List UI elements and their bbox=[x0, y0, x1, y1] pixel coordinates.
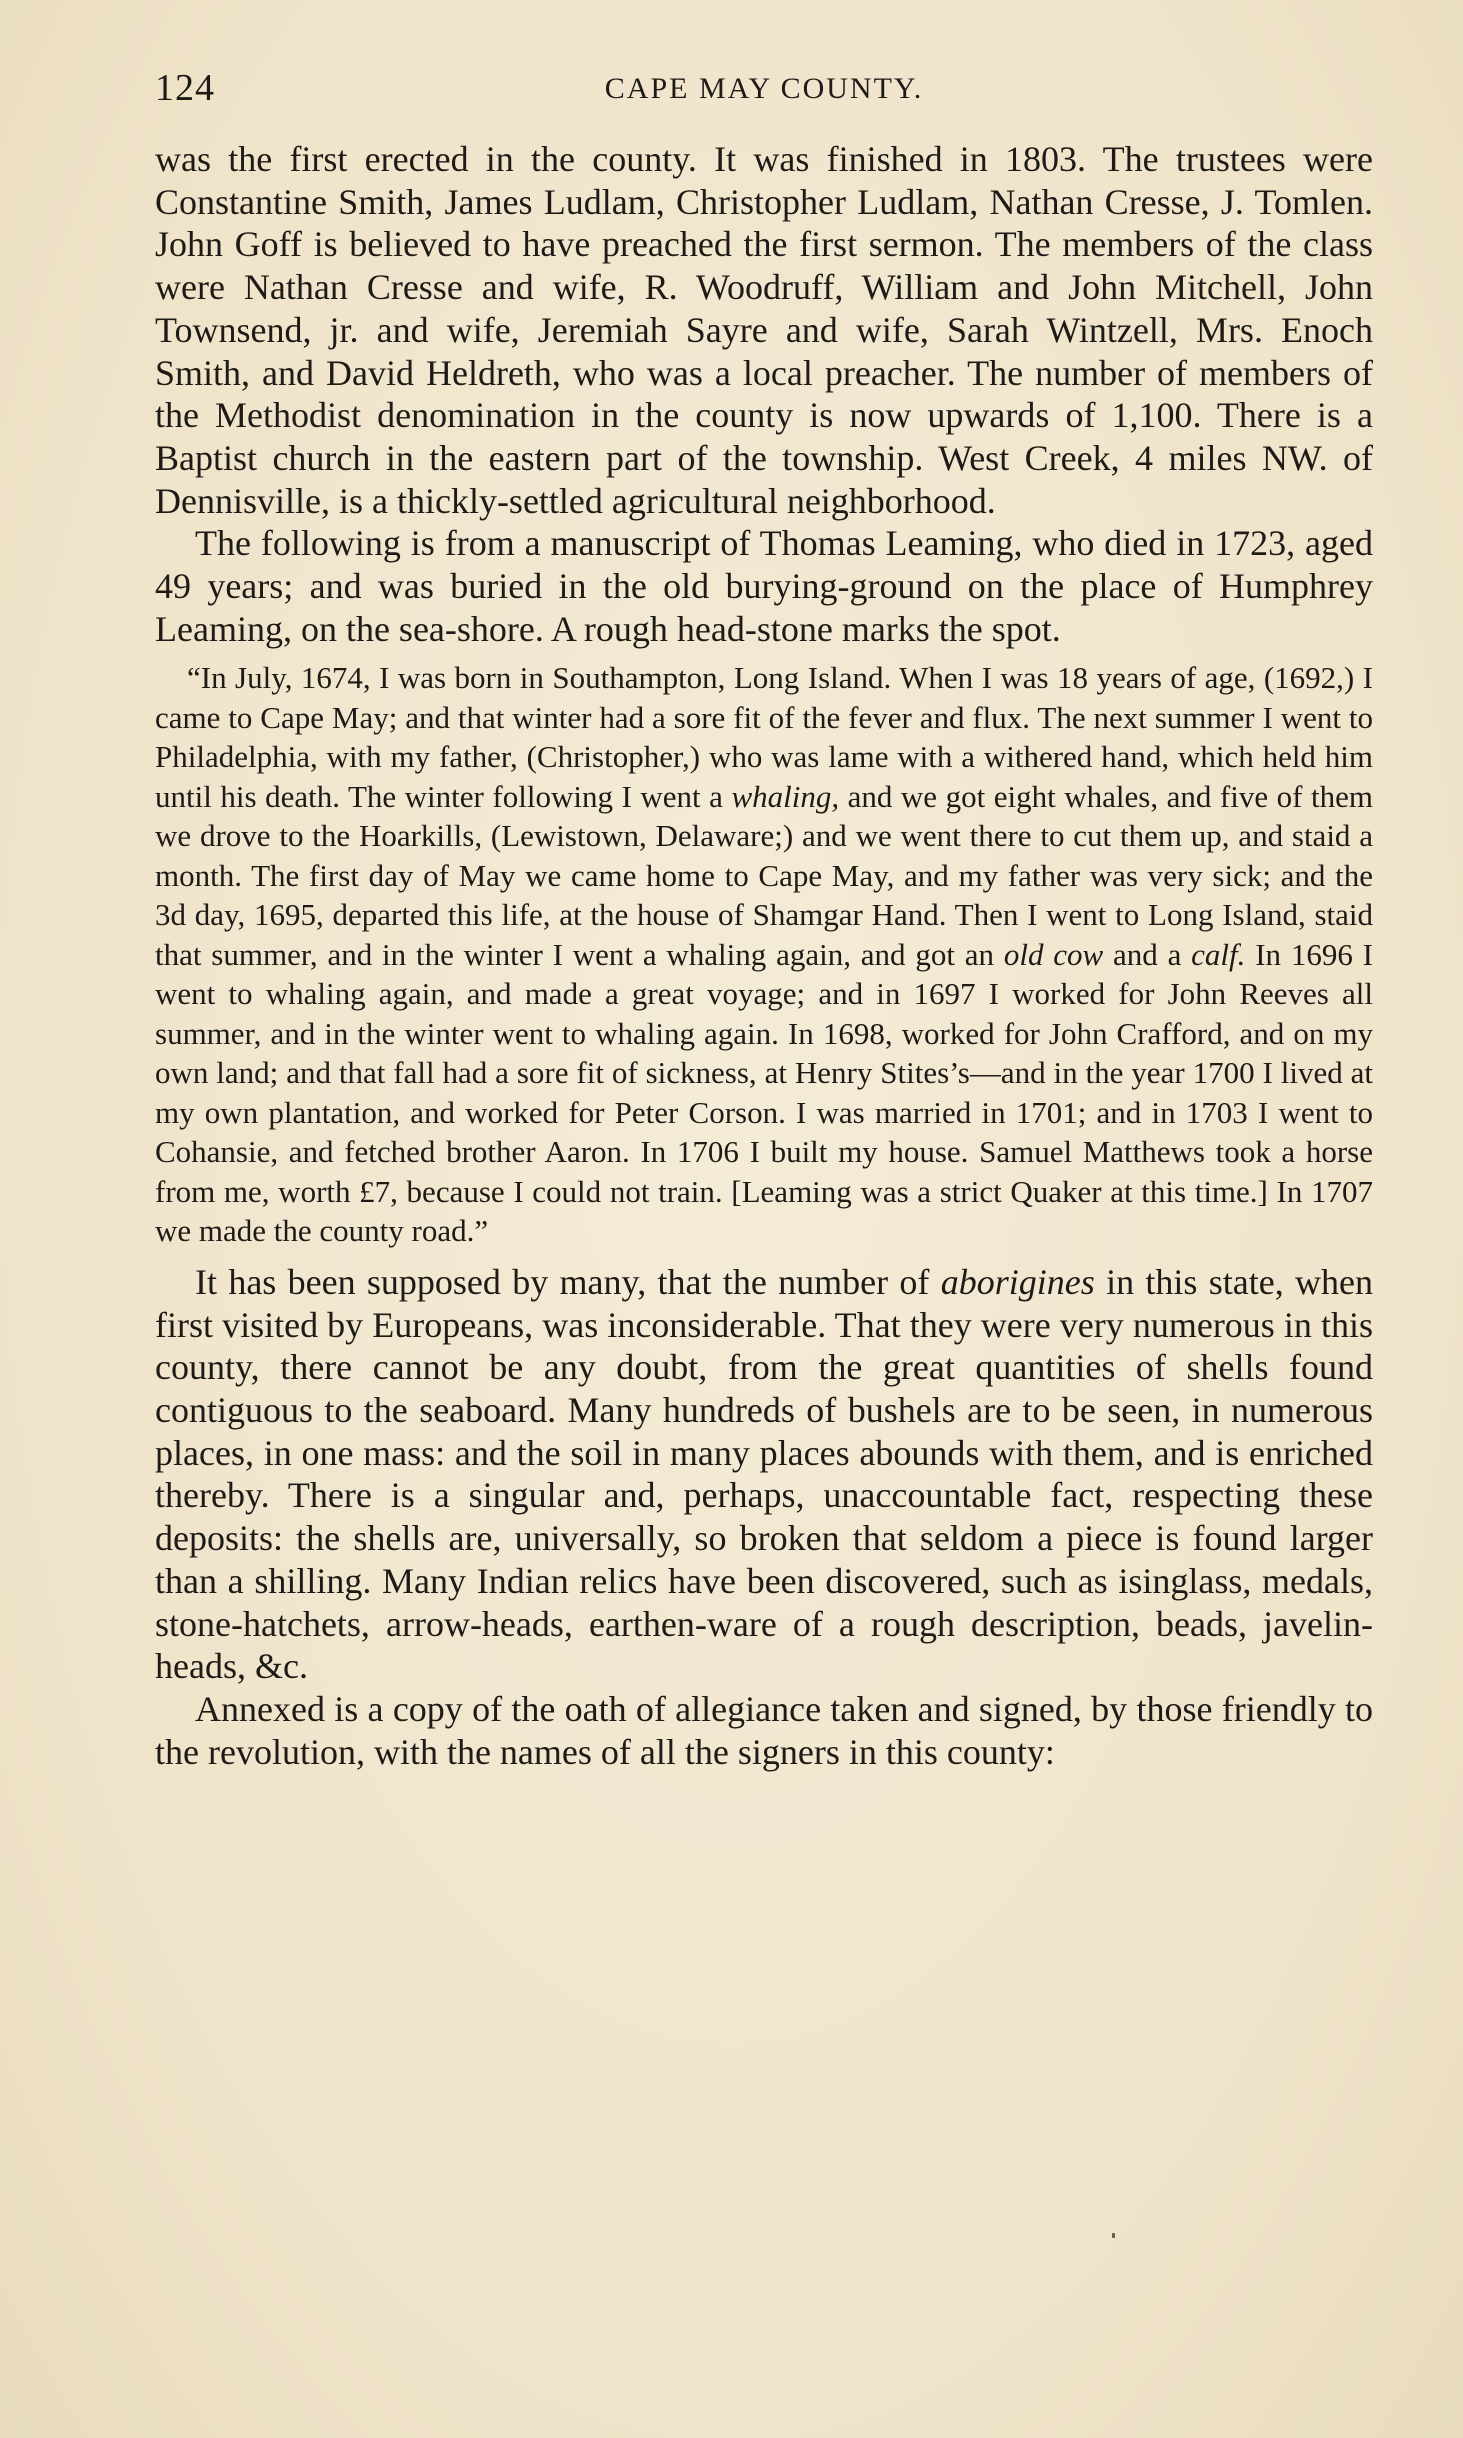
paragraph-text: It has been supposed by many, that the number of bbox=[195, 1261, 941, 1302]
running-head: CAPE MAY COUNTY. bbox=[604, 72, 924, 105]
quote-italic-calf: calf. bbox=[1191, 936, 1246, 972]
page-number: 124 bbox=[155, 67, 215, 109]
paragraph-church-history: was the first erected in the county. It was finished in 1803. The trustees were Constantine Smith, James Ludlam, Christopher Ludlam, Nathan Cresse, J. Tomlen. John Goff is believed to have preached the first sermon. The members of the class were Nathan Cresse and wife, R. Woodruff, William and John Mitchell, John Townsend, jr. and wife, Jeremiah Sayre and wife, Sarah Wintzell, Mrs. Enoch Smith, and David Heldreth, who was a local preacher. The number of members of the Methodist denomination in the county is now upwards of 1,100. There is a Baptist church in the eastern part of the township. West Creek, 4 miles NW. of Dennisville, is a thickly-settled agricultural neighborhood. bbox=[155, 139, 1373, 521]
quote-text: In 1696 I went to whaling again, and made a great voyage; and in 1697 I worked for John Reeves all summer, and in the winter went to whaling again. In 1698, worked for John Crafford, and on my own land; and that fall had a sore fit of sickness, at Henry Stites’s—and in the year 1700 I lived at my own plantation, and worked for Peter Corson. I was married in 1701; and in 1703 I went to Cohansie, and fetched brother Aaron. In 1706 I built my house. Samuel Matthews took a horse from me, worth £7, because I could not train. [Leaming was a strict Quaker at this time.] In 1707 we made the county road.” bbox=[155, 936, 1373, 1249]
quote-text: and a bbox=[1103, 936, 1192, 972]
leaming-manuscript-quote bbox=[155, 658, 1373, 1251]
quote-text: “In July, 1674, I was born in Southampton, Long Island. When I was 18 years of age, (1692,) I came to Cape May; and that winter had a sore fit of the fever and flux. The next summer I went to Philadelphia, with my father, (Christopher,) who was lame with a withered hand, which held him until his death. The winter following I went a bbox=[155, 660, 1373, 814]
paragraph-aborigines bbox=[155, 1261, 1373, 1688]
page-header bbox=[155, 66, 1373, 116]
quote-italic-old-cow: old cow bbox=[1003, 936, 1104, 972]
quote-italic-whaling: whaling, bbox=[731, 778, 840, 814]
italic-aborigines: aborigines bbox=[940, 1261, 1095, 1302]
paragraph-text: in this state, when first visited by Europeans, was inconsiderable. That they were very numerous in this county, there cannot be any doubt, from the great quantities of shells found contiguous to the seaboard. Many hundreds of bushels are to be seen, in numerous places, in one mass: and the soil in many places abounds with them, and is enriched thereby. There is a singular and, perhaps, unaccountable fact, respecting these deposits: the shells are, universally, so broken that seldom a piece is found larger than a shilling. Many Indian relics have been discovered, such as isinglass, medals, stone-hatchets, arrow-heads, earthen-ware of a rough description, beads, javelin-heads, &c. bbox=[155, 1261, 1374, 1687]
page-body bbox=[155, 138, 1373, 1773]
paragraph-manuscript-intro: The following is from a manuscript of Thomas Leaming, who died in 1723, aged 49 years; and was buried in the old burying-ground on the place of Humphrey Leaming, on the sea-shore. A rough head-stone marks the spot. bbox=[155, 523, 1373, 649]
paragraph-oath-of-allegiance: Annexed is a copy of the oath of allegiance taken and signed, by those friendly to the revolution, with the names of all the signers in this county: bbox=[155, 1688, 1373, 1772]
ink-speck bbox=[1112, 2233, 1115, 2238]
quote-text: and we got eight whales, and five of them we drove to the Hoarkills, (Lewistown, Delaware;) and we went there to cut them up, and staid a month. The first day of May we came home to Cape May, and my father was very sick; and the 3d day, 1695, departed this life, at the house of Shamgar Hand. Then I went to Long Island, staid that summer, and in the winter I went a whaling again, and got an bbox=[155, 778, 1373, 972]
